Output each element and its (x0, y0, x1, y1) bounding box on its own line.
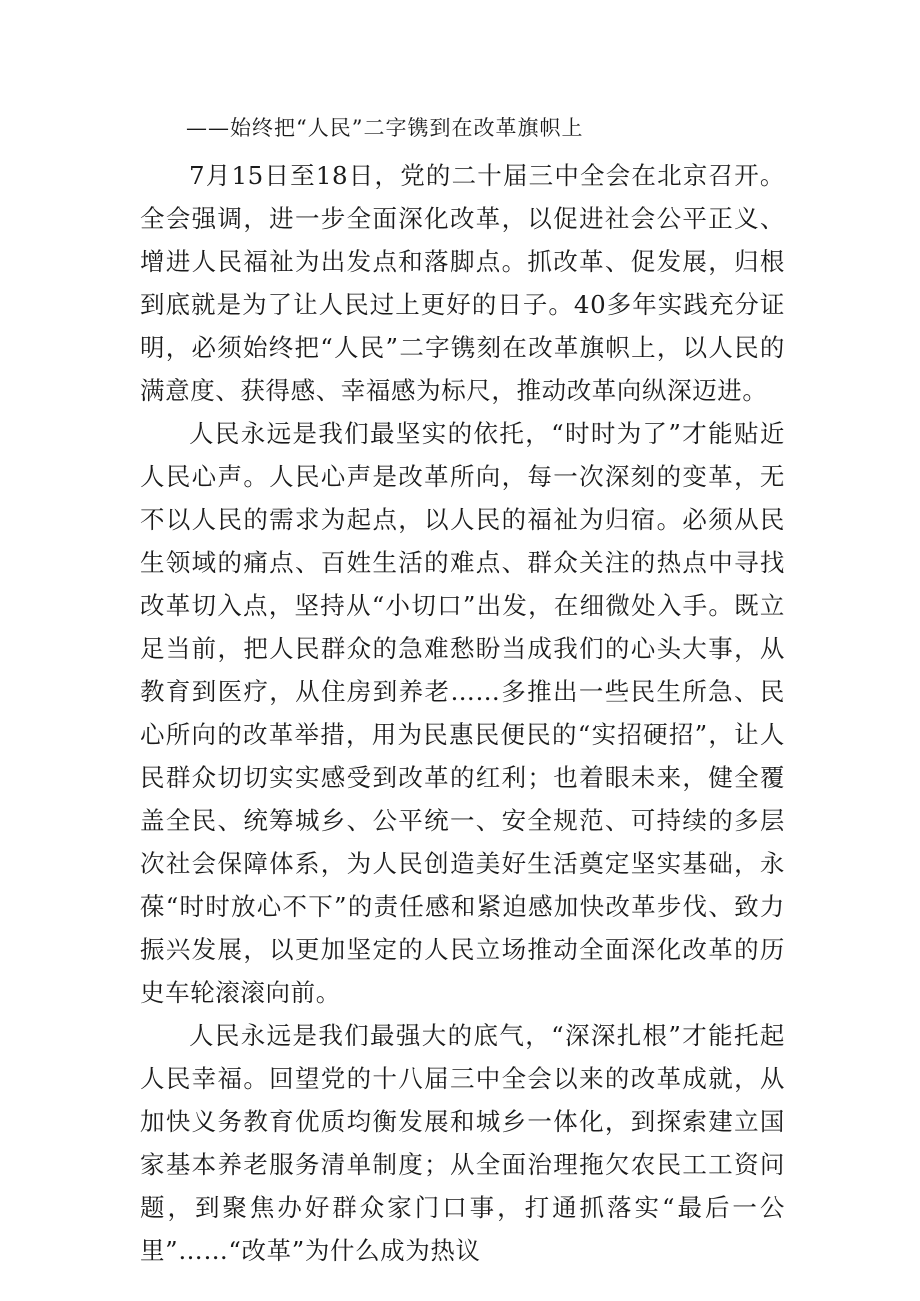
article-body (140, 154, 785, 1272)
paragraph-1: 7月15日至18日，党的二十届三中全会在北京召开。全会强调，进一步全面深化改革，以促进社会公平正义、增进人民福祉为出发点和落脚点。抓改革、促发展，归根到底就是为了让人民过上更好的日子。40多年实践充分证明，必须始终把“人民”二字镌刻在改革旗帜上，以人民的满意度、获得感、幸福感为标尺，推动改革向纵深迈进。 (140, 161, 785, 405)
article-subtitle: ——始终把“人民”二字镌到在改革旗帜上 (186, 116, 584, 140)
paragraph-3: 人民永远是我们最强大的底气，“深深扎根”才能托起人民幸福。回望党的十八届三中全会以来的改革成就，从加快义务教育优质均衡发展和城乡一体化，到探索建立国家基本养老服务清单制度；从全面治理拖欠农民工工资问题，到聚焦办好群众家门口事，打通抓落实“最后一公里”……“改革”为什么成为热议 (140, 1021, 785, 1265)
paragraph-2: 人民永远是我们最坚实的依托，“时时为了”才能贴近人民心声。人民心声是改革所向，每一次深刻的变革，无不以人民的需求为起点，以人民的福祉为归宿。必须从民生领域的痛点、百姓生活的难点、群众关注的热点中寻找改革切入点，坚持从“小切口”出发，在细微处入手。既立足当前，把人民群众的急难愁盼当成我们的心头大事，从教育到医疗，从住房到养老……多推出一些民生所急、民心所向的改革举措，用为民惠民便民的“实招硬招”，让人民群众切切实实感受到改革的红利；也着眼未来，健全覆盖全民、统筹城乡、公平统一、安全规范、可持续的多层次社会保障体系，为人民创造美好生活奠定坚实基础，永葆“时时放心不下”的责任感和紧迫感加快改革步伐、致力振兴发展，以更加坚定的人民立场推动全面深化改革的历史车轮滚滚向前。 (140, 419, 785, 1007)
